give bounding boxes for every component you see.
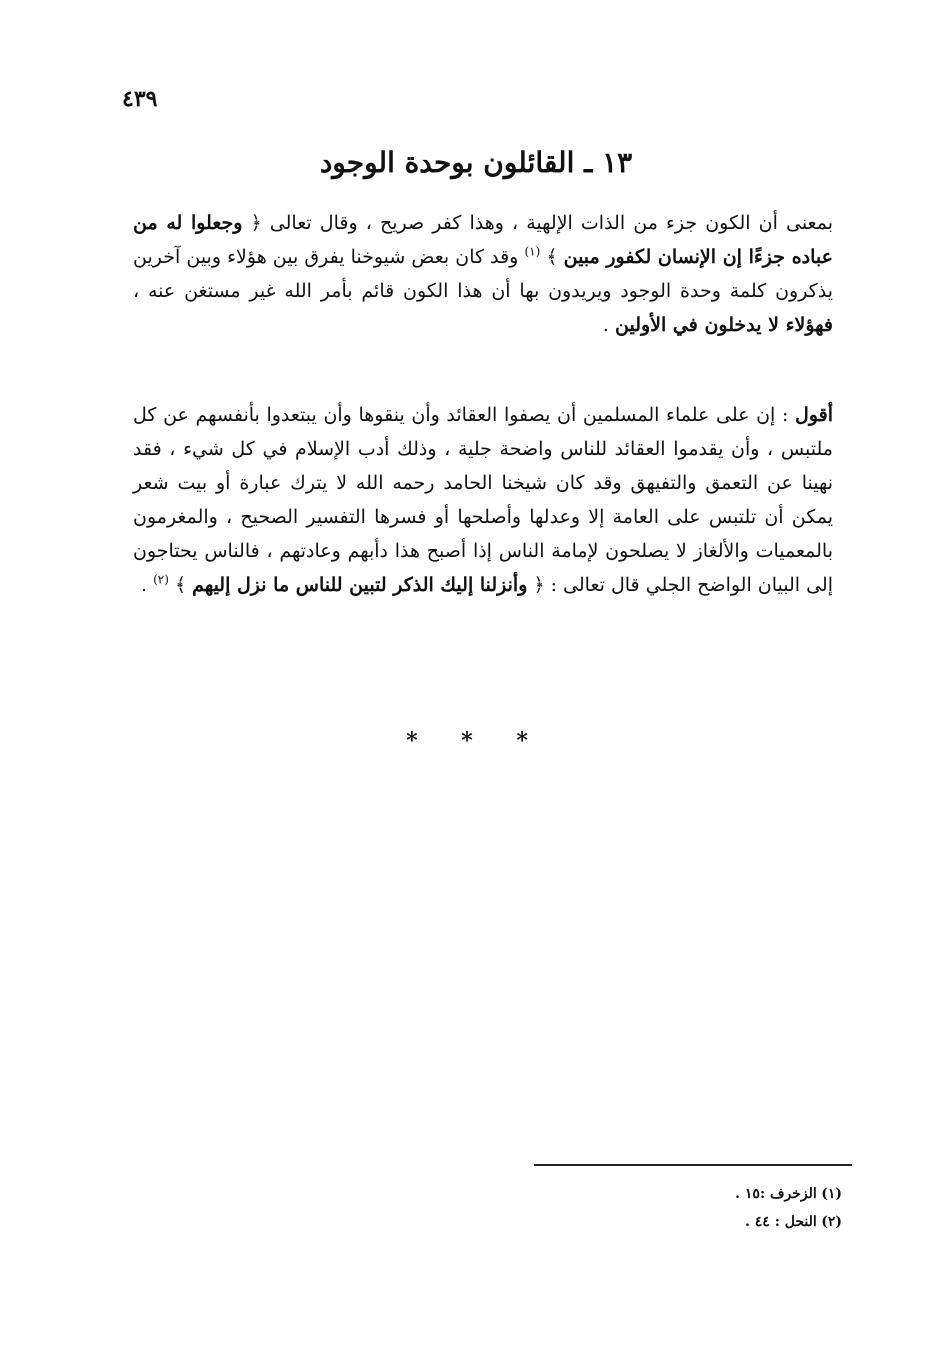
paragraph-2-text: : إن على علماء المسلمين أن يصفوا العقائد وأن ينقوها وأن يبتعدوا بأنفسهم عن كل ملتبس ، وأن يقدموا العقائد للناس واضحة جلية ، وذلك أدب الإسلام في كل شيء ، فقد نهينا عن التعمق والتفيهق وقد كان شيخنا الحامد رحمه الله لا يترك عبارة أو بيت شعر يمكن أن تلتبس على العامة إلا وعدلها وأصلحها أو فسرها التفسير الصحيح ، والمغرمون بالمعميات والألغاز لا يصلحون لإمامة الناس إذا أصبح هذا دأبهم وعادتهم ، فالناس يحتاجون إلى البيان الواضح الجلي قال تعالى : ﴿ [133,404,833,596]
paragraph-2 [133,398,833,602]
footnotes [442,1180,842,1236]
footnote-1 [442,1180,842,1208]
paragraph-1-end: . [602,314,609,336]
paragraph-2-end: . [141,574,148,596]
paragraph-1-intro: بمعنى أن الكون جزء من الذات الإلهية ، وهذا كفر صريح ، وقال تعالى ﴿ [250,212,834,234]
footnote-1-text: الزخرف :١٥ . [735,1186,817,1202]
quran-verse-1: وجعلوا له من عباده جزءًا إن الإنسان لكفور مبين [133,212,833,268]
footnote-2 [442,1208,842,1236]
footnote-2-marker: (٢) [821,1214,842,1230]
verse-close-bracket-2: ﴾ [174,574,187,596]
footnote-ref-1: (١) [524,244,541,259]
paragraph-2-lead: أقول [795,404,833,426]
paragraph-1 [133,206,833,342]
chapter-title: ١٣ ـ القائلون بوحدة الوجود [319,146,633,179]
verse-close-bracket-1: ﴾ [546,246,558,268]
page-number: ٤٣٩ [122,86,158,112]
quran-verse-2: وأنزلنا إليك الذكر لتبين للناس ما نزل إليهم [192,574,528,596]
footnote-divider [534,1164,852,1166]
footnote-1-marker: (١) [821,1186,842,1202]
footnote-ref-2: (٢) [153,572,169,587]
footnote-2-text: النحل : ٤٤ . [745,1214,817,1230]
section-separator: * * * [406,728,546,754]
paragraph-1-middle: وقد كان بعض شيوخنا يفرق بين هؤلاء وبين آخرين يذكرون كلمة وحدة الوجود ويريدون بها أن هذا الكون قائم بأمر الله غير مستغن عنه ، [133,246,833,302]
paragraph-1-bold-end: فهؤلاء لا يدخلون في الأولين [615,314,833,336]
